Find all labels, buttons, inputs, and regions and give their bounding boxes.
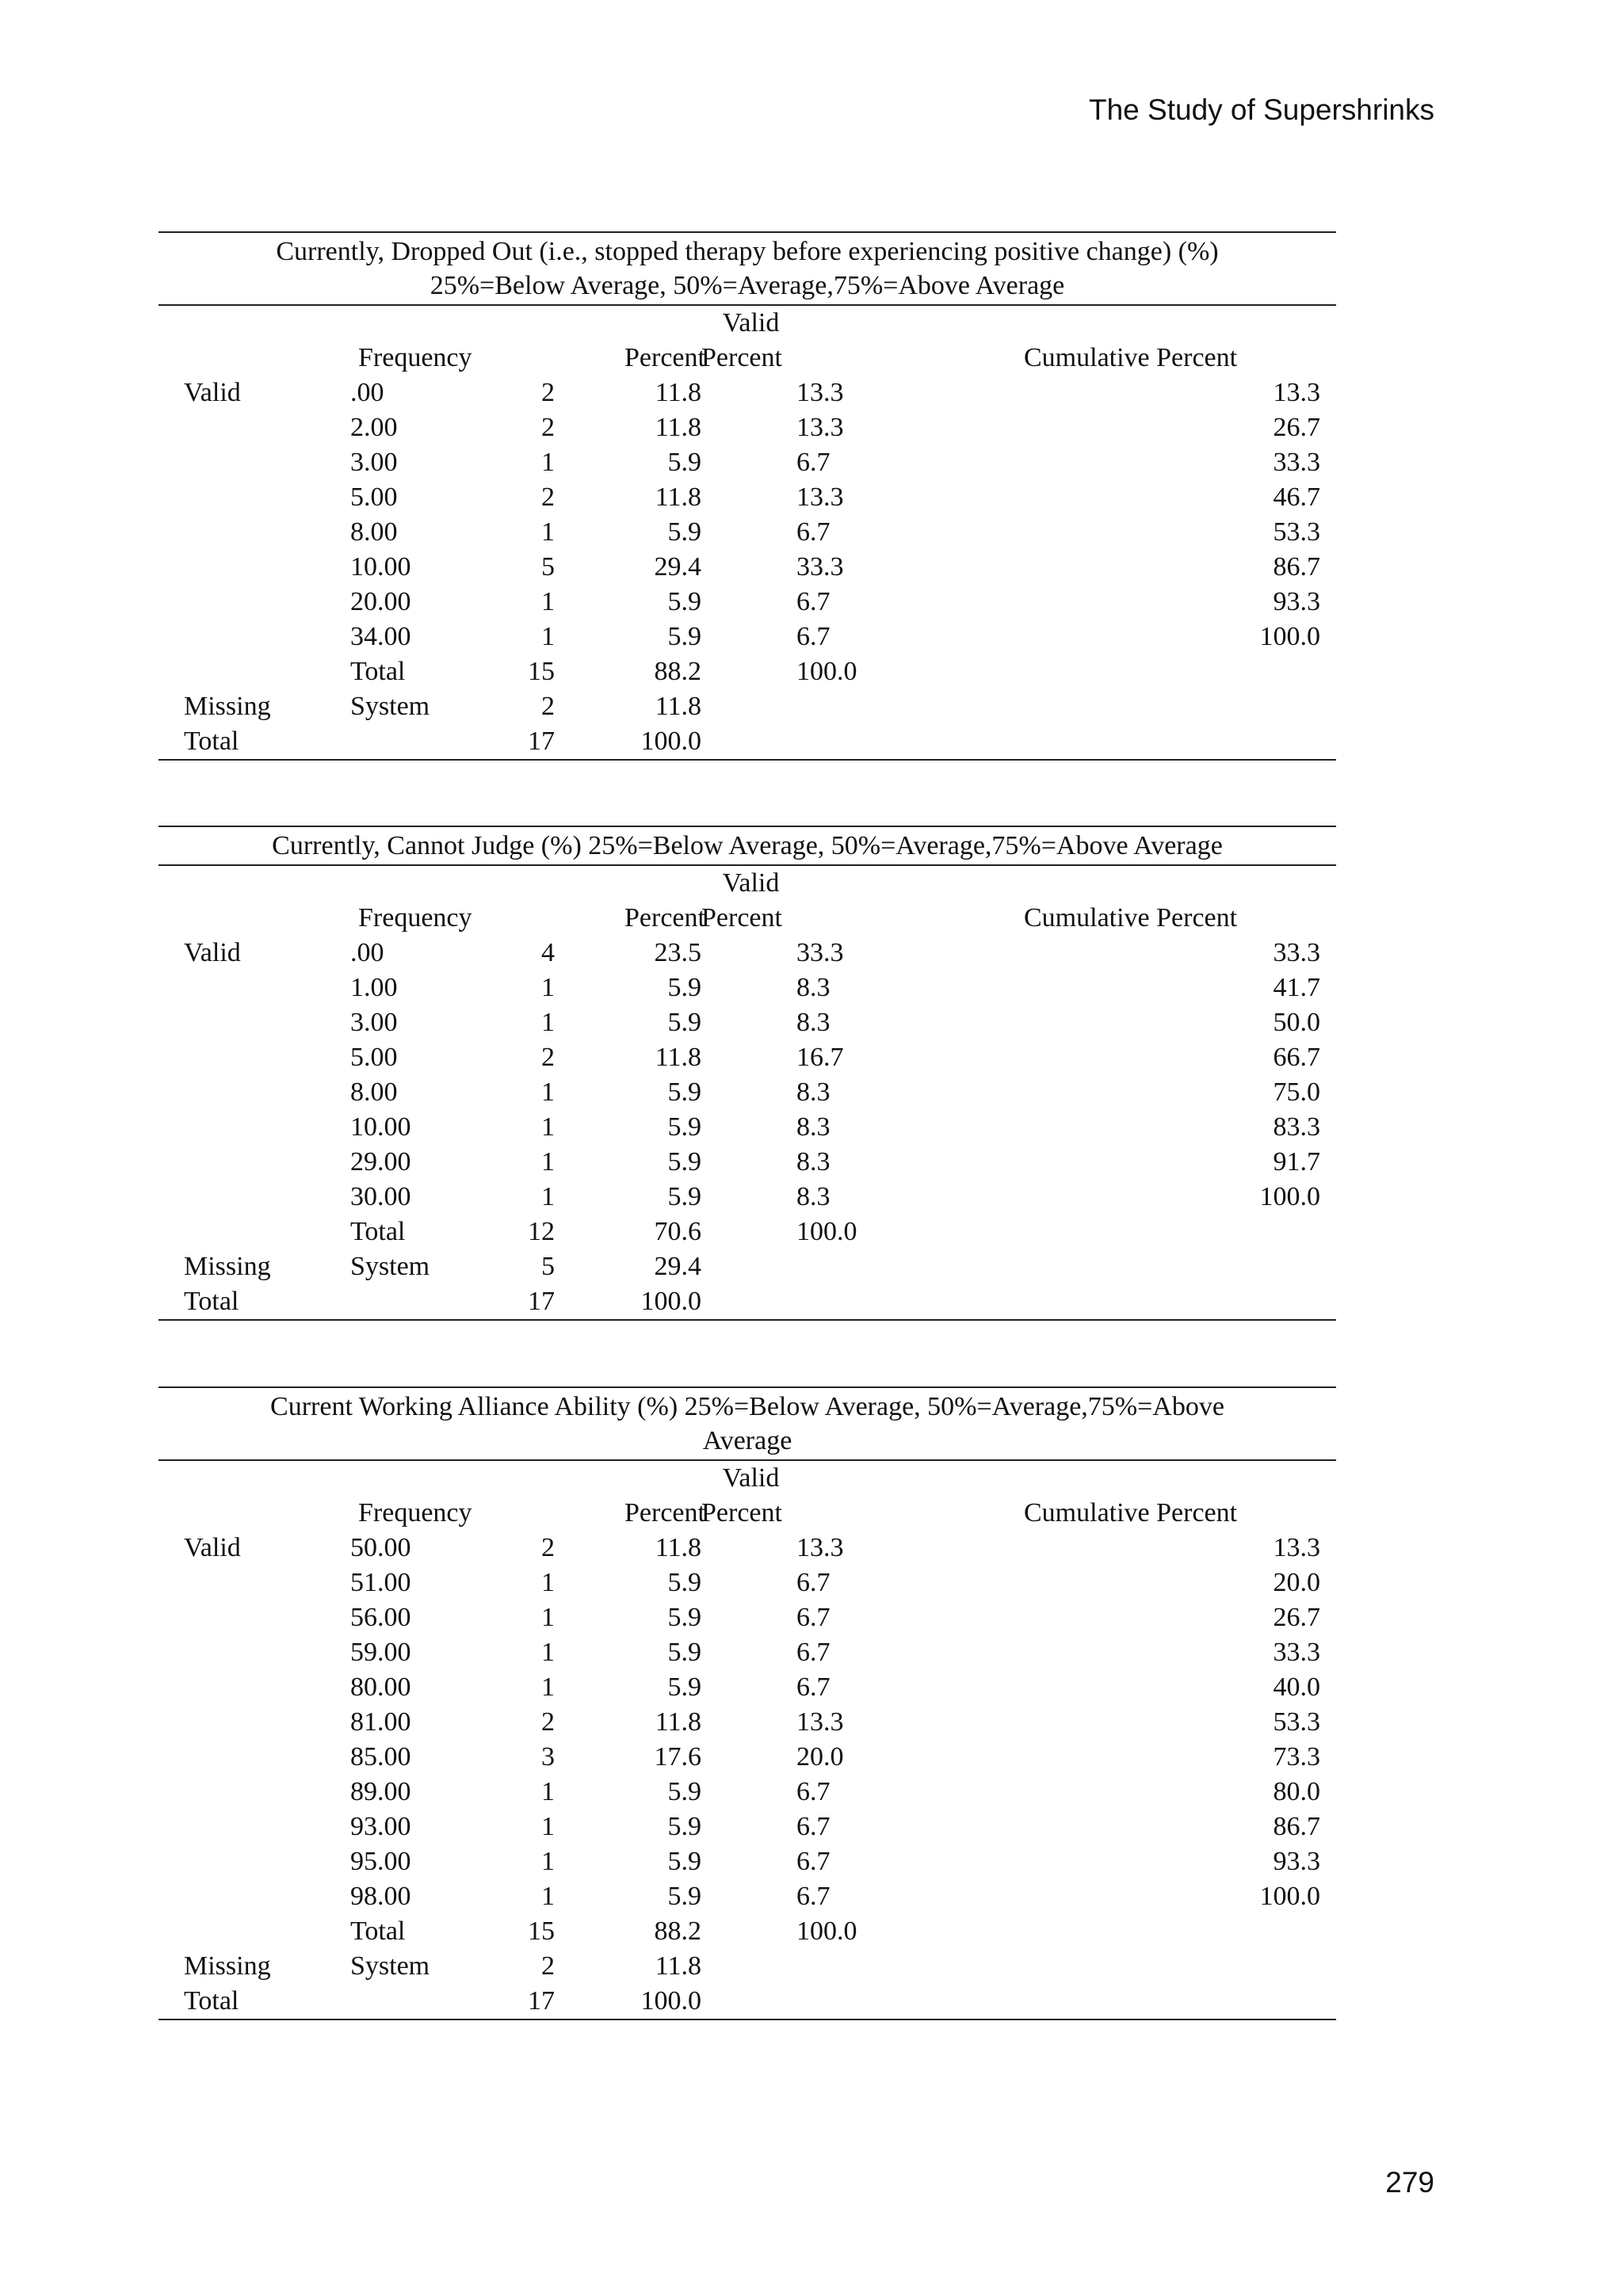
- header-row: [158, 866, 1336, 901]
- frequency-cell: 2: [541, 1707, 555, 1737]
- row-value: 51.00: [350, 1568, 411, 1597]
- valid-percent-cell: 6.7: [796, 622, 831, 651]
- table-row: [158, 1110, 1336, 1145]
- frequency-cell: 1: [541, 1008, 555, 1037]
- frequency-cell: 1: [541, 1182, 555, 1211]
- frequency-cell: 2: [541, 1951, 555, 1981]
- row-group-label: [158, 1075, 350, 1110]
- row-group-label: [158, 1914, 350, 1949]
- table-row-missing: [158, 689, 1336, 724]
- percent-cell: 5.9: [667, 1777, 701, 1806]
- row-value: .00: [350, 938, 384, 967]
- percent-cell: 23.5: [654, 938, 701, 967]
- table-row: [158, 1705, 1336, 1740]
- percent-cell: 11.8: [655, 1043, 701, 1072]
- cumulative-percent-cell: 33.3: [1273, 1638, 1320, 1667]
- table-row-total: [158, 1284, 1336, 1320]
- frequency-cell: 1: [541, 1812, 555, 1841]
- cumulative-percent-cell: [876, 1914, 1336, 1949]
- percent-cell: 5.9: [667, 1112, 701, 1142]
- percent-cell: 11.8: [655, 413, 701, 442]
- frequency-cell: 1: [541, 973, 555, 1002]
- row-value: 5.00: [350, 482, 398, 512]
- row-group-label: [158, 1145, 350, 1180]
- percent-cell: 5.9: [667, 1882, 701, 1911]
- table-row: [158, 480, 1336, 515]
- row-value: System: [350, 692, 430, 721]
- row-group-label: Valid: [184, 938, 241, 967]
- row-group-label: Missing: [184, 1252, 271, 1281]
- valid-percent-cell: 8.3: [796, 1112, 831, 1142]
- cumulative-percent-cell: 100.0: [1259, 1882, 1320, 1911]
- valid-percent-cell: 33.3: [796, 552, 844, 582]
- cumulative-percent-cell: [876, 654, 1336, 689]
- row-value: .00: [350, 378, 384, 407]
- valid-percent-cell: 33.3: [796, 938, 844, 967]
- valid-percent-cell: 6.7: [796, 1777, 831, 1806]
- row-group-label: Total: [158, 724, 350, 760]
- percent-cell: 5.9: [667, 587, 701, 616]
- percent-cell: 5.9: [667, 1638, 701, 1667]
- percent-cell: 17.6: [654, 1742, 701, 1772]
- column-header-cumulative-percent: Cumulative Percent: [1024, 903, 1238, 933]
- percent-cell: 5.9: [667, 1847, 701, 1876]
- percent-cell: 29.4: [654, 552, 701, 582]
- table-row-total: [158, 1984, 1336, 2019]
- valid-percent-cell: 8.3: [796, 973, 831, 1002]
- column-header-frequency: Frequency: [358, 343, 472, 372]
- column-header-valid: Valid: [722, 1463, 780, 1493]
- frequency-cell: 3: [541, 1742, 555, 1772]
- percent-cell: 100.0: [555, 1984, 701, 2019]
- row-value: 10.00: [350, 1112, 411, 1142]
- cumulative-percent-cell: 26.7: [1273, 413, 1320, 442]
- row-group-label: Missing: [184, 692, 271, 721]
- table-row: [158, 376, 1336, 410]
- valid-percent-cell: 100.0: [796, 1217, 857, 1246]
- cumulative-percent-cell: [876, 1215, 1336, 1249]
- valid-percent-cell: 6.7: [796, 1812, 831, 1841]
- frequency-cell: 5: [541, 1252, 555, 1281]
- table-title-line: Average: [702, 1426, 792, 1455]
- table-title-line: Currently, Dropped Out (i.e., stopped therapy before experiencing positive change) (%): [276, 237, 1219, 266]
- percent-cell: 5.9: [667, 1182, 701, 1211]
- table-row: [158, 1670, 1336, 1705]
- cumulative-percent-cell: 53.3: [1273, 1707, 1320, 1737]
- row-value: System: [350, 1951, 430, 1981]
- percent-cell: 88.2: [654, 657, 701, 686]
- valid-percent-cell: 6.7: [796, 587, 831, 616]
- frequency-cell: 15: [528, 657, 555, 686]
- frequency-cell: 2: [541, 413, 555, 442]
- cumulative-percent-cell: 83.3: [1273, 1112, 1320, 1142]
- row-value: 5.00: [350, 1043, 398, 1072]
- percent-cell: 5.9: [667, 1077, 701, 1107]
- row-value: 8.00: [350, 517, 398, 547]
- table-row: [158, 1075, 1336, 1110]
- column-header-valid-percent: Percent: [701, 343, 782, 372]
- table-row: [158, 936, 1336, 971]
- cumulative-percent-cell: 20.0: [1273, 1568, 1320, 1597]
- valid-percent-cell: 13.3: [796, 1533, 844, 1562]
- valid-percent-cell: 6.7: [796, 1603, 831, 1632]
- percent-cell: 5.9: [667, 1147, 701, 1177]
- percent-cell: 5.9: [667, 622, 701, 651]
- cumulative-percent-cell: 66.7: [1273, 1043, 1320, 1072]
- column-header-percent: Percent: [624, 343, 705, 372]
- table-title-line: Current Working Alliance Ability (%) 25%=Below Average, 50%=Average,75%=Above: [270, 1392, 1224, 1421]
- frequency-cell: 17: [350, 724, 555, 760]
- column-header-valid: Valid: [722, 308, 780, 338]
- valid-percent-cell: 8.3: [796, 1182, 831, 1211]
- row-value: 59.00: [350, 1638, 411, 1667]
- table-row: [158, 1600, 1336, 1635]
- frequency-cell: 1: [541, 1847, 555, 1876]
- header-row: [158, 1461, 1336, 1496]
- percent-cell: 100.0: [555, 724, 701, 760]
- percent-cell: 5.9: [667, 448, 701, 477]
- row-group-label: [158, 1775, 350, 1810]
- table-row: [158, 1879, 1336, 1914]
- row-group-label: [158, 1844, 350, 1879]
- column-header-valid-percent: Percent: [701, 903, 782, 933]
- valid-percent-cell: 100.0: [796, 1917, 857, 1946]
- row-group-label: [158, 1566, 350, 1600]
- row-group-label: Valid: [184, 378, 241, 407]
- row-group-label: Total: [158, 1984, 350, 2019]
- column-header-percent: Percent: [624, 1498, 705, 1527]
- valid-percent-cell: 6.7: [796, 1847, 831, 1876]
- row-group-label: [158, 1040, 350, 1075]
- header-row: [158, 341, 1336, 376]
- valid-percent-cell: 8.3: [796, 1008, 831, 1037]
- frequency-table-dropped-out: [158, 231, 1336, 761]
- cumulative-percent-cell: 26.7: [1273, 1603, 1320, 1632]
- frequency-cell: 2: [541, 692, 555, 721]
- frequency-cell: 2: [541, 378, 555, 407]
- frequency-cell: 1: [541, 517, 555, 547]
- percent-cell: 5.9: [667, 1568, 701, 1597]
- cumulative-percent-cell: 40.0: [1273, 1672, 1320, 1702]
- cumulative-percent-cell: 13.3: [1273, 378, 1320, 407]
- frequency-cell: 1: [541, 1672, 555, 1702]
- percent-cell: 29.4: [654, 1252, 701, 1281]
- row-value: 89.00: [350, 1777, 411, 1806]
- valid-percent-cell: 6.7: [796, 1568, 831, 1597]
- row-value: 3.00: [350, 448, 398, 477]
- table-row: [158, 410, 1336, 445]
- frequency-cell: 1: [541, 1147, 555, 1177]
- row-value: 30.00: [350, 1182, 411, 1211]
- percent-cell: 11.8: [655, 1533, 701, 1562]
- valid-percent-cell: 13.3: [796, 1707, 844, 1737]
- valid-percent-cell: 6.7: [796, 517, 831, 547]
- header-row: [158, 901, 1336, 936]
- valid-percent-cell: 13.3: [796, 378, 844, 407]
- row-value: 29.00: [350, 1147, 411, 1177]
- valid-percent-cell: 6.7: [796, 448, 831, 477]
- frequency-cell: 5: [541, 552, 555, 582]
- percent-cell: 5.9: [667, 973, 701, 1002]
- column-header-frequency: Frequency: [358, 1498, 472, 1527]
- header-row: [158, 306, 1336, 341]
- cumulative-percent-cell: 93.3: [1273, 1847, 1320, 1876]
- cumulative-percent-cell: 73.3: [1273, 1742, 1320, 1772]
- cumulative-percent-cell: 33.3: [1273, 448, 1320, 477]
- valid-percent-cell: 100.0: [796, 657, 857, 686]
- row-group-label: [158, 445, 350, 480]
- row-group-label: [158, 1600, 350, 1635]
- frequency-cell: 1: [541, 1603, 555, 1632]
- valid-percent-cell: 16.7: [796, 1043, 844, 1072]
- table-title: [158, 231, 1336, 306]
- frequency-cell: 1: [541, 622, 555, 651]
- row-group-label: [158, 1180, 350, 1215]
- table-row: [158, 1531, 1336, 1566]
- row-group-label: [158, 515, 350, 550]
- cumulative-percent-cell: 33.3: [1273, 938, 1320, 967]
- table-title-line: 25%=Below Average, 50%=Average,75%=Above Average: [430, 271, 1065, 300]
- row-value: 34.00: [350, 622, 411, 651]
- table-row: [158, 1005, 1336, 1040]
- table-row: [158, 1635, 1336, 1670]
- row-value: 80.00: [350, 1672, 411, 1702]
- percent-cell: 100.0: [555, 1284, 701, 1320]
- table-row: [158, 1914, 1336, 1949]
- percent-cell: 11.8: [655, 1951, 701, 1981]
- column-header-frequency: Frequency: [358, 903, 472, 933]
- valid-percent-cell: 6.7: [796, 1638, 831, 1667]
- row-value: 56.00: [350, 1603, 411, 1632]
- row-group-label: Missing: [184, 1951, 271, 1981]
- frequency-cell: 1: [541, 1882, 555, 1911]
- column-header-valid: Valid: [722, 868, 780, 898]
- row-group-label: [158, 1740, 350, 1775]
- row-group-label: [158, 1879, 350, 1914]
- row-group-label: [158, 620, 350, 654]
- row-value: 50.00: [350, 1533, 411, 1562]
- frequency-cell: 2: [541, 1533, 555, 1562]
- frequency-cell: 2: [541, 482, 555, 512]
- row-group-label: [158, 1635, 350, 1670]
- frequency-cell: 1: [541, 587, 555, 616]
- cumulative-percent-cell: 86.7: [1273, 1812, 1320, 1841]
- row-group-label: [158, 1110, 350, 1145]
- frequency-cell: 15: [528, 1917, 555, 1946]
- row-group-label: [158, 1005, 350, 1040]
- row-value: Total: [350, 1917, 406, 1946]
- frequency-cell: 17: [350, 1984, 555, 2019]
- percent-cell: 11.8: [655, 378, 701, 407]
- column-header-cumulative-percent: Cumulative Percent: [1024, 1498, 1238, 1527]
- frequency-cell: 17: [350, 1284, 555, 1320]
- frequency-cell: 4: [541, 938, 555, 967]
- table-row: [158, 1180, 1336, 1215]
- frequency-cell: 1: [541, 1638, 555, 1667]
- table-row: [158, 1215, 1336, 1249]
- valid-percent-cell: 20.0: [796, 1742, 844, 1772]
- row-group-label: [158, 1810, 350, 1844]
- percent-cell: 5.9: [667, 1812, 701, 1841]
- cumulative-percent-cell: 100.0: [1259, 622, 1320, 651]
- row-group-label: [158, 480, 350, 515]
- table-row-missing: [158, 1249, 1336, 1284]
- cumulative-percent-cell: 91.7: [1273, 1147, 1320, 1177]
- row-group-label: [158, 654, 350, 689]
- frequency-cell: 12: [528, 1217, 555, 1246]
- percent-cell: 88.2: [654, 1917, 701, 1946]
- percent-cell: 5.9: [667, 1603, 701, 1632]
- table-row-total: [158, 724, 1336, 760]
- row-value: 20.00: [350, 587, 411, 616]
- table-row: [158, 654, 1336, 689]
- cumulative-percent-cell: 13.3: [1273, 1533, 1320, 1562]
- column-header-percent: Percent: [624, 903, 705, 933]
- row-value: 85.00: [350, 1742, 411, 1772]
- percent-cell: 11.8: [655, 482, 701, 512]
- frequency-cell: 1: [541, 1777, 555, 1806]
- row-group-label: [158, 1215, 350, 1249]
- cumulative-percent-cell: 75.0: [1273, 1077, 1320, 1107]
- row-value: 10.00: [350, 552, 411, 582]
- row-group-label: [158, 410, 350, 445]
- header-row: [158, 1496, 1336, 1531]
- row-value: 93.00: [350, 1812, 411, 1841]
- table-row-missing: [158, 1949, 1336, 1984]
- table-row: [158, 1566, 1336, 1600]
- cumulative-percent-cell: 53.3: [1273, 517, 1320, 547]
- percent-cell: 11.8: [655, 1707, 701, 1737]
- valid-percent-cell: 13.3: [796, 482, 844, 512]
- table-title: [158, 826, 1336, 866]
- row-value: System: [350, 1252, 430, 1281]
- row-value: 3.00: [350, 1008, 398, 1037]
- cumulative-percent-cell: 86.7: [1273, 552, 1320, 582]
- frequency-cell: 1: [541, 1112, 555, 1142]
- cumulative-percent-cell: 50.0: [1273, 1008, 1320, 1037]
- frequency-cell: 1: [541, 448, 555, 477]
- row-group-label: [158, 550, 350, 585]
- table-row: [158, 1740, 1336, 1775]
- row-value: 2.00: [350, 413, 398, 442]
- table-row: [158, 515, 1336, 550]
- row-group-label: Total: [158, 1284, 350, 1320]
- cumulative-percent-cell: 46.7: [1273, 482, 1320, 512]
- table-row: [158, 585, 1336, 620]
- row-value: 98.00: [350, 1882, 411, 1911]
- table-row: [158, 445, 1336, 480]
- frequency-table-working-alliance: [158, 1386, 1336, 2020]
- table-title-line: Currently, Cannot Judge (%) 25%=Below Average, 50%=Average,75%=Above Average: [272, 831, 1223, 860]
- table-row: [158, 620, 1336, 654]
- cumulative-percent-cell: 41.7: [1273, 973, 1320, 1002]
- valid-percent-cell: 8.3: [796, 1077, 831, 1107]
- cumulative-percent-cell: 80.0: [1273, 1777, 1320, 1806]
- page-number: 279: [1385, 2166, 1434, 2199]
- frequency-cell: 2: [541, 1043, 555, 1072]
- row-value: 95.00: [350, 1847, 411, 1876]
- table-row: [158, 1145, 1336, 1180]
- frequency-cell: 1: [541, 1568, 555, 1597]
- valid-percent-cell: 13.3: [796, 413, 844, 442]
- row-group-label: [158, 585, 350, 620]
- table-title: [158, 1386, 1336, 1461]
- table-row: [158, 1040, 1336, 1075]
- row-value: Total: [350, 1217, 406, 1246]
- row-value: 8.00: [350, 1077, 398, 1107]
- frequency-cell: 1: [541, 1077, 555, 1107]
- valid-percent-cell: 6.7: [796, 1882, 831, 1911]
- row-group-label: [158, 1670, 350, 1705]
- valid-percent-cell: 6.7: [796, 1672, 831, 1702]
- percent-cell: 70.6: [654, 1217, 701, 1246]
- percent-cell: 11.8: [655, 692, 701, 721]
- row-group-label: [158, 971, 350, 1005]
- valid-percent-cell: 8.3: [796, 1147, 831, 1177]
- row-value: Total: [350, 657, 406, 686]
- table-row: [158, 1810, 1336, 1844]
- row-group-label: [158, 1705, 350, 1740]
- table-row: [158, 1775, 1336, 1810]
- row-group-label: Valid: [184, 1533, 241, 1562]
- row-value: 81.00: [350, 1707, 411, 1737]
- running-header: The Study of Supershrinks: [1089, 93, 1434, 126]
- row-value: 1.00: [350, 973, 398, 1002]
- table-row: [158, 550, 1336, 585]
- frequency-table-cannot-judge: [158, 826, 1336, 1321]
- cumulative-percent-cell: 100.0: [1259, 1182, 1320, 1211]
- cumulative-percent-cell: 93.3: [1273, 587, 1320, 616]
- percent-cell: 5.9: [667, 517, 701, 547]
- column-header-cumulative-percent: Cumulative Percent: [1024, 343, 1238, 372]
- percent-cell: 5.9: [667, 1672, 701, 1702]
- table-row: [158, 971, 1336, 1005]
- table-row: [158, 1844, 1336, 1879]
- percent-cell: 5.9: [667, 1008, 701, 1037]
- column-header-valid-percent: Percent: [701, 1498, 782, 1527]
